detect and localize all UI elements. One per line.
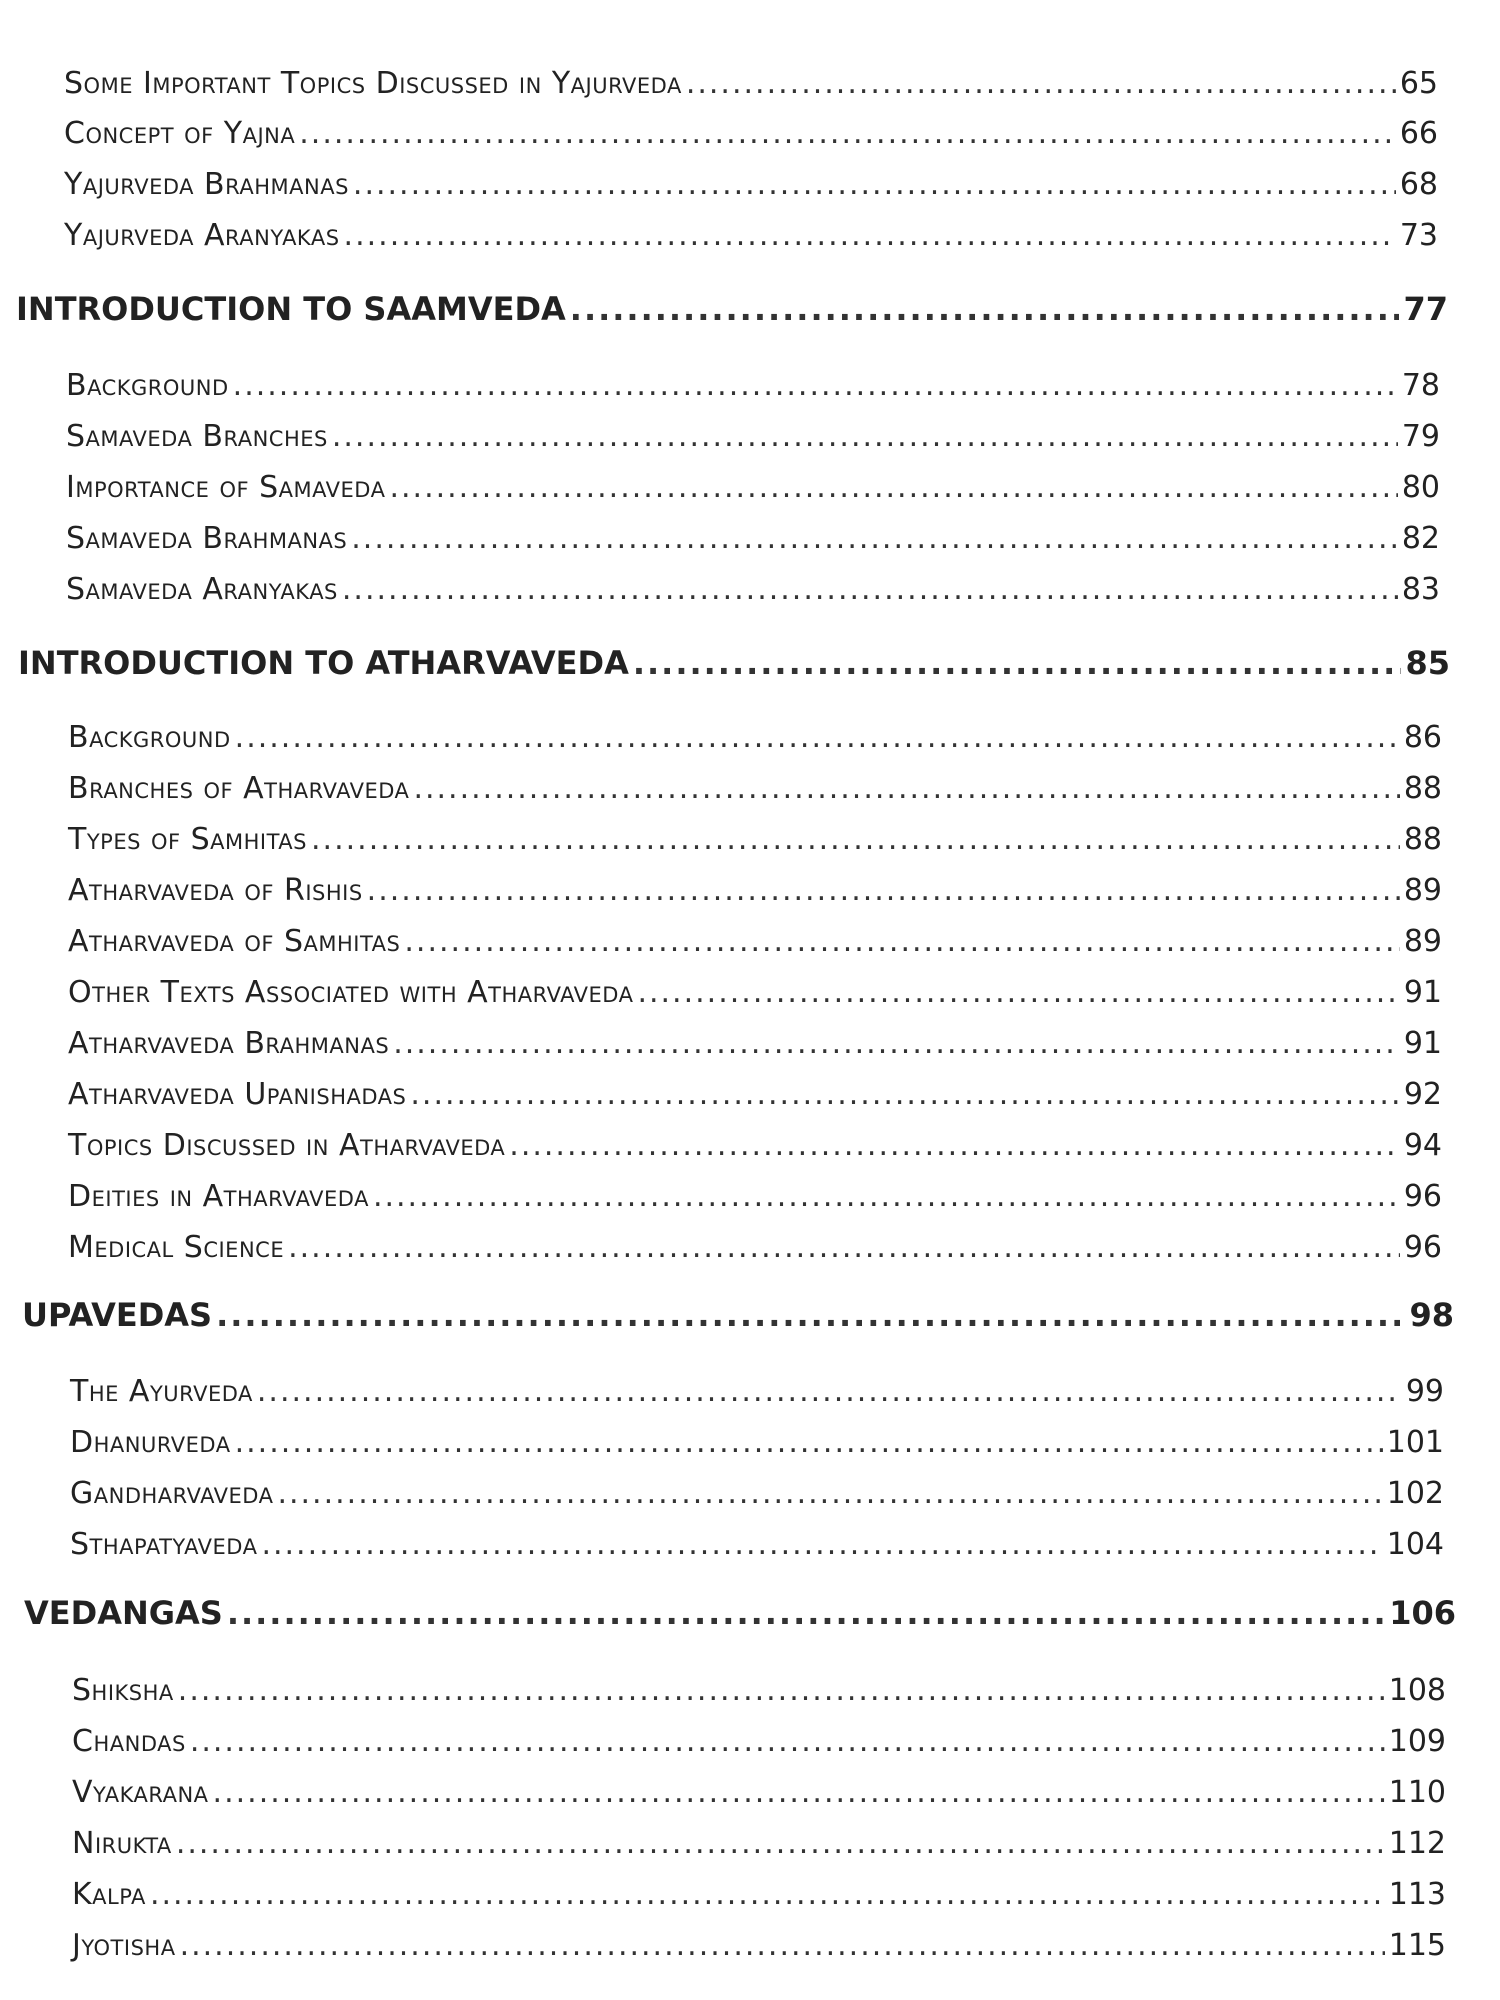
- entry-title: Medical Science: [68, 1230, 285, 1265]
- toc-entry[interactable]: [72, 1928, 1446, 1963]
- page-number: 91: [1403, 1026, 1442, 1061]
- page-number: 96: [1403, 1230, 1442, 1265]
- toc-entry[interactable]: [66, 368, 1440, 403]
- page-number: 88: [1403, 822, 1442, 857]
- toc-entry[interactable]: [68, 873, 1442, 908]
- toc-entry[interactable]: [72, 1775, 1446, 1810]
- dot-leader: [570, 290, 1400, 328]
- toc-entry[interactable]: [68, 975, 1442, 1010]
- entry-title: Importance of Samaveda: [66, 470, 386, 505]
- entry-title: Atharvaveda Brahmanas: [68, 1026, 390, 1061]
- dot-leader: [180, 1928, 1385, 1963]
- dot-leader: [235, 1425, 1383, 1460]
- toc-entry[interactable]: [64, 167, 1438, 202]
- page-number: 80: [1401, 470, 1440, 505]
- entry-title: Background: [66, 368, 229, 403]
- entry-title: Some Important Topics Discussed in Yajurveda: [64, 66, 682, 101]
- entry-title: Dhanurveda: [70, 1425, 231, 1460]
- dot-leader: [353, 167, 1396, 202]
- entry-title: Nirukta: [72, 1826, 172, 1861]
- dot-leader: [332, 419, 1398, 454]
- toc-entry[interactable]: [72, 1826, 1446, 1861]
- page-number: 92: [1403, 1077, 1442, 1112]
- toc-chapter[interactable]: [24, 1594, 1456, 1632]
- page-number: 102: [1386, 1476, 1444, 1511]
- entry-title: Samaveda Branches: [66, 419, 328, 454]
- dot-leader: [150, 1877, 1385, 1912]
- page-number: 110: [1388, 1775, 1446, 1810]
- dot-leader: [351, 521, 1398, 556]
- dot-leader: [509, 1128, 1400, 1163]
- toc-entry[interactable]: [68, 924, 1442, 959]
- toc-entry[interactable]: [68, 771, 1442, 806]
- toc-entry[interactable]: [64, 116, 1438, 151]
- dot-leader: [637, 975, 1399, 1010]
- toc-chapter[interactable]: [18, 644, 1450, 682]
- entry-title: Background: [68, 720, 231, 755]
- page-number: 115: [1388, 1928, 1446, 1963]
- page-number: 85: [1405, 644, 1450, 682]
- toc-entry[interactable]: [72, 1673, 1446, 1708]
- entry-title: Samaveda Brahmanas: [66, 521, 348, 556]
- page-number: 98: [1409, 1296, 1454, 1334]
- toc-chapter[interactable]: [22, 1296, 1454, 1334]
- chapter-title: UPAVEDAS: [22, 1296, 213, 1334]
- entry-title: Other Texts Associated with Atharvaveda: [68, 975, 634, 1010]
- page-number: 82: [1401, 521, 1440, 556]
- page-number: 73: [1399, 218, 1438, 253]
- dot-leader: [235, 720, 1400, 755]
- page-number: 78: [1401, 368, 1440, 403]
- page-number: 101: [1386, 1425, 1444, 1460]
- entry-title: Topics Discussed in Atharvaveda: [68, 1128, 506, 1163]
- toc-entry[interactable]: [68, 1128, 1442, 1163]
- page-number: 66: [1399, 116, 1438, 151]
- toc-entry[interactable]: [66, 470, 1440, 505]
- page-number: 106: [1389, 1594, 1456, 1632]
- page-number: 113: [1388, 1877, 1446, 1912]
- toc-entry[interactable]: [68, 1077, 1442, 1112]
- toc-entry[interactable]: [70, 1374, 1444, 1409]
- page-number: 112: [1388, 1826, 1446, 1861]
- dot-leader: [410, 1077, 1399, 1112]
- entry-title: Jyotisha: [72, 1928, 176, 1963]
- toc-entry[interactable]: [70, 1527, 1444, 1562]
- dot-leader: [686, 66, 1396, 101]
- page-number: 88: [1403, 771, 1442, 806]
- entry-title: Vyakarana: [72, 1775, 209, 1810]
- page-number: 89: [1403, 873, 1442, 908]
- chapter-title: INTRODUCTION TO SAAMVEDA: [16, 290, 566, 328]
- page-number: 65: [1399, 66, 1438, 101]
- page-number: 83: [1401, 572, 1440, 607]
- dot-leader: [342, 572, 1398, 607]
- entry-title: Gandharvaveda: [70, 1476, 274, 1511]
- dot-leader: [190, 1724, 1385, 1759]
- page-number: 77: [1403, 290, 1448, 328]
- toc-entry[interactable]: [72, 1877, 1446, 1912]
- page-number: 86: [1403, 720, 1442, 755]
- toc-entry[interactable]: [66, 521, 1440, 556]
- dot-leader: [227, 1594, 1385, 1632]
- toc-entry[interactable]: [68, 720, 1442, 755]
- toc-entry[interactable]: [68, 1026, 1442, 1061]
- dot-leader: [367, 873, 1400, 908]
- page-number: 79: [1401, 419, 1440, 454]
- dot-leader: [633, 644, 1402, 682]
- toc-entry[interactable]: [64, 218, 1438, 253]
- entry-title: Atharvaveda of Rishis: [68, 873, 363, 908]
- dot-leader: [311, 822, 1400, 857]
- page-number: 99: [1405, 1374, 1444, 1409]
- dot-leader: [393, 1026, 1400, 1061]
- toc-entry[interactable]: [70, 1476, 1444, 1511]
- dot-leader: [261, 1527, 1382, 1562]
- entry-title: Shiksha: [72, 1673, 174, 1708]
- toc-entry[interactable]: [64, 66, 1438, 101]
- page-number: 94: [1403, 1128, 1442, 1163]
- page-number: 68: [1399, 167, 1438, 202]
- chapter-title: VEDANGAS: [24, 1594, 223, 1632]
- dot-leader: [288, 1230, 1400, 1265]
- dot-leader: [233, 368, 1398, 403]
- entry-title: Branches of Atharvaveda: [68, 771, 410, 806]
- page-number: 108: [1388, 1673, 1446, 1708]
- entry-title: Deities in Atharvaveda: [68, 1179, 369, 1214]
- page-number: 96: [1403, 1179, 1442, 1214]
- dot-leader: [176, 1826, 1385, 1861]
- entry-title: Chandas: [72, 1724, 186, 1759]
- entry-title: Kalpa: [72, 1877, 146, 1912]
- toc-entry[interactable]: [72, 1724, 1446, 1759]
- chapter-title: INTRODUCTION TO ATHARVAVEDA: [18, 644, 629, 682]
- entry-title: The Ayurveda: [70, 1374, 253, 1409]
- dot-leader: [257, 1374, 1402, 1409]
- dot-leader: [216, 1296, 1405, 1334]
- dot-leader: [178, 1673, 1385, 1708]
- dot-leader: [213, 1775, 1385, 1810]
- dot-leader: [389, 470, 1397, 505]
- entry-title: Samaveda Aranyakas: [66, 572, 338, 607]
- page-number: 91: [1403, 975, 1442, 1010]
- entry-title: Concept of Yajna: [64, 116, 296, 151]
- entry-title: Sthapatyaveda: [70, 1527, 258, 1562]
- entry-title: Yajurveda Aranyakas: [64, 218, 340, 253]
- page-number: 109: [1388, 1724, 1446, 1759]
- entry-title: Atharvaveda of Samhitas: [68, 924, 401, 959]
- dot-leader: [373, 1179, 1400, 1214]
- dot-leader: [413, 771, 1399, 806]
- page-number: 89: [1403, 924, 1442, 959]
- toc-entry[interactable]: [68, 822, 1442, 857]
- toc-entry[interactable]: [68, 1179, 1442, 1214]
- dot-leader: [277, 1476, 1382, 1511]
- page-number: 104: [1386, 1527, 1444, 1562]
- dot-leader: [404, 924, 1399, 959]
- entry-title: Yajurveda Brahmanas: [64, 167, 349, 202]
- toc-entry[interactable]: [66, 419, 1440, 454]
- dot-leader: [344, 218, 1396, 253]
- toc-entry[interactable]: [68, 1230, 1442, 1265]
- toc-chapter[interactable]: [16, 290, 1448, 328]
- entry-title: Types of Samhitas: [68, 822, 308, 857]
- toc-entry[interactable]: [66, 572, 1440, 607]
- entry-title: Atharvaveda Upanishadas: [68, 1077, 407, 1112]
- dot-leader: [299, 116, 1396, 151]
- toc-entry[interactable]: [70, 1425, 1444, 1460]
